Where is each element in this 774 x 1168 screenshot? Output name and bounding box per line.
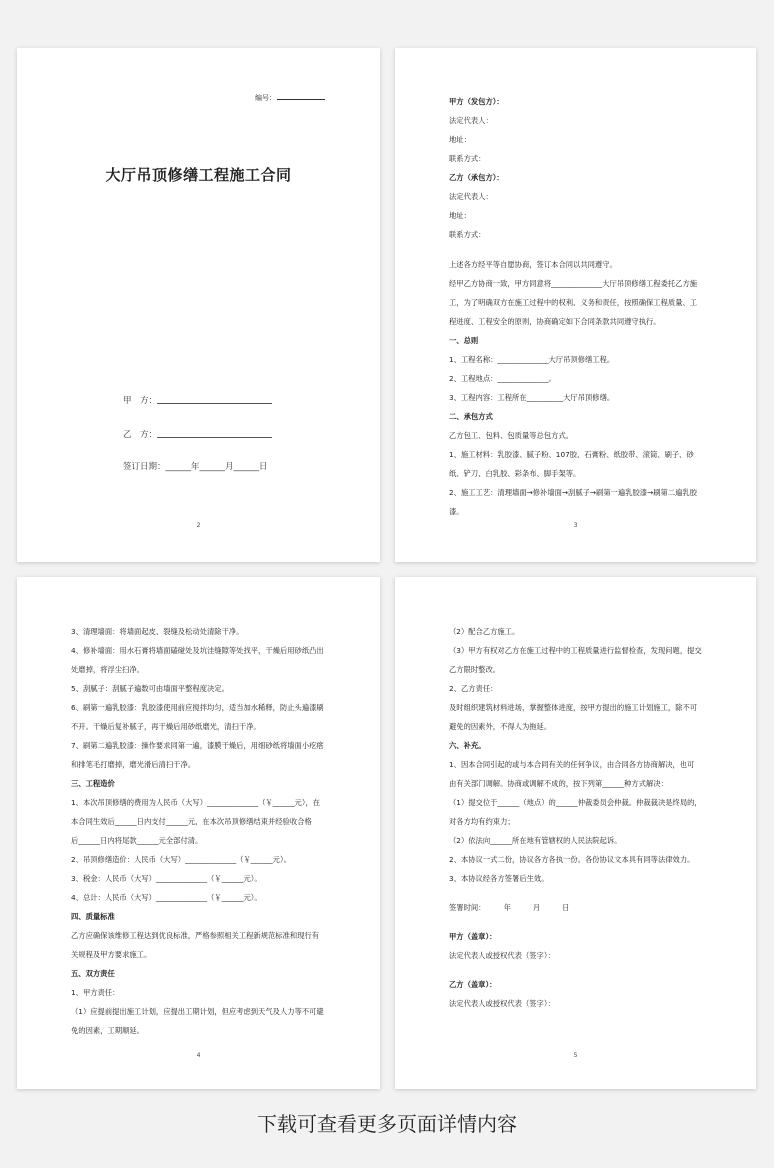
body-line: 免的因素，工期顺延。 (71, 1026, 144, 1035)
body-line: 不开。干燥后复补腻子，再干燥后用砂纸磨光，清扫干净。 (71, 722, 261, 731)
body-line: 2、施工工艺：清理墙面→修补墙面→刮腻子→刷第一遍乳胶漆→刷第二遍乳胶 (449, 488, 698, 497)
body-line: 上述各方经平等自愿协商，签订本合同以共同遵守。 (449, 260, 617, 269)
section-heading: 一、总则 (449, 336, 479, 345)
contract-number-label: 编号： (255, 94, 276, 102)
body-line: 7、刷第二遍乳胶漆：操作要求同第一遍，漆膜干燥后，用细砂纸将墙面小疙瘩 (71, 741, 324, 750)
party-b-label: 乙 方： (123, 430, 158, 440)
party-a-label: 甲 方： (123, 396, 158, 406)
body-line: 4、修补墙面：用水石膏将墙面磕碰处及坑洼缝隙等处找平，干燥后用砂纸凸出 (71, 646, 324, 655)
page-number: 3 (573, 522, 578, 529)
body-line: 乙方包工、包料、包质量等总包方式。 (449, 431, 574, 440)
body-line: 关规程及甲方要求施工。 (71, 950, 152, 959)
body-line: 纸、铲刀、白乳胶、彩条布、脚手架等。 (449, 469, 581, 478)
body-line: 2、本协议一式二份，协议各方各执一份。各份协议文本具有同等法律效力。 (449, 855, 695, 864)
body-line: 签署时间： 年 月 日 (449, 903, 570, 912)
body-line: 及时组织建筑材料进场，掌握整体进度，按甲方提出的施工计划施工，除不可 (449, 703, 698, 712)
body-line: 乙方应确保该维修工程达到优良标准，严格参照相关工程新规范标准和现行有 (71, 931, 320, 940)
body-line: 法定代表人或授权代表（签字）： (449, 951, 555, 960)
body-line: 1、因本合同引起的或与本合同有关的任何争议，由合同各方协商解决，也可 (449, 760, 695, 769)
body-line: 避免的因素外，不得人为拖延。 (449, 722, 552, 731)
section-heading: 三、工程造价 (71, 779, 115, 788)
body-line: 联系方式： (449, 230, 486, 239)
document-page (17, 577, 380, 1089)
body-line: 处磨掉，将浮尘扫净。 (71, 665, 144, 674)
body-line: 3、本协议经各方签署后生效。 (449, 874, 549, 883)
footer-caption: 下载可查看更多页面详情内容 (257, 1112, 517, 1136)
body-line: 地址： (449, 135, 471, 144)
body-line: 经甲乙方协商一致，甲方同意将______________大厅吊顶修缮工程委托乙方施 (449, 279, 698, 288)
section-heading: 六、补充。 (449, 741, 486, 750)
body-line: 5、刮腻子：刮腻子遍数可由墙面平整程度决定。 (71, 684, 229, 693)
sign-date: 签订日期：______年______月______日 (123, 462, 268, 472)
body-line: 本合同生效后______日内支付______元，在本次吊顶修缮结束并经验收合格 (71, 817, 312, 826)
document-title: 大厅吊顶修缮工程施工合同 (105, 166, 292, 184)
body-line: 3、税金：人民币（大写）______________（￥______元）。 (71, 874, 262, 883)
section-heading: 乙方（承包方）： (449, 173, 504, 182)
body-line: （2）依法向______所在地有管辖权的人民法院起诉。 (449, 836, 622, 845)
body-line: 程进度、工程安全的原则，协商确定如下合同条款共同遵守执行。 (449, 317, 661, 326)
body-line: 4、总计：人民币（大写）______________（￥______元）。 (71, 893, 262, 902)
body-line: （2）配合乙方施工。 (449, 627, 520, 636)
body-line: （1）应提前提出施工计划，应提出工期计划，但应考虑到天气及人力等不可避 (71, 1007, 324, 1016)
body-line: 3、工程内容：工程所在__________大厅吊顶修缮。 (449, 393, 615, 402)
body-line: 地址： (449, 211, 471, 220)
body-line: 6、刷第一遍乳胶漆：乳胶漆使用前应搅拌均匀，适当加水稀释，防止头遍漆刷 (71, 703, 324, 712)
page-number: 2 (196, 522, 201, 529)
body-line: 1、工程名称：______________大厅吊顶修缮工程。 (449, 355, 615, 364)
body-line: 1、施工材料：乳胶漆、腻子粉、107胶、石膏粉、纸胶带、滚筒、刷子、砂 (449, 450, 694, 459)
body-line: （3）甲方有权对乙方在施工过程中的工程质量进行监督检查，发现问题，提交 (449, 646, 702, 655)
body-line: 由有关部门调解。协商或调解不成的，按下列第______种方式解决： (449, 779, 668, 788)
body-line: 工，为了明确双方在施工过程中的权利、义务和责任，按照确保工程质量、工 (449, 298, 698, 307)
party-b-line (157, 437, 272, 438)
body-line: 1、本次吊顶修缮的费用为人民币（大写）______________（￥______元），在 (71, 798, 321, 807)
body-line: 和排笔毛打磨掉，磨光滑后清扫干净。 (71, 760, 196, 769)
body-line: 2、乙方责任： (449, 684, 498, 693)
body-line: 2、工程地点：______________。 (449, 374, 556, 383)
document-page-cover (17, 48, 380, 562)
body-line: 联系方式： (449, 154, 486, 163)
body-line: 对各方均有约束力； (449, 817, 515, 826)
body-line: 法定代表人或授权代表（签字）： (449, 999, 555, 1008)
document-page (395, 577, 756, 1089)
section-heading: 甲方（发包方）： (449, 97, 504, 106)
page-number: 4 (196, 1052, 201, 1059)
body-line: 后______日内将尾款______元全部付清。 (71, 836, 203, 845)
contract-number (255, 93, 326, 103)
body-line: 漆。 (449, 507, 464, 516)
page-number: 5 (573, 1052, 578, 1059)
body-line: 法定代表人： (449, 116, 493, 125)
body-line: 乙方限时整改。 (449, 665, 501, 674)
section-heading: 甲方（盖章）： (449, 932, 497, 941)
contract-number-blank (277, 98, 325, 100)
section-heading: 四、质量标准 (71, 912, 115, 921)
party-a-line (157, 403, 272, 404)
section-heading: 五、双方责任 (71, 969, 115, 978)
document-page (395, 48, 756, 562)
body-line: （1）提交位于______（地点）的______仲裁委员会仲裁。仲裁裁决是终局的， (449, 798, 702, 807)
section-heading: 乙方（盖章）： (449, 980, 497, 989)
body-line: 1、甲方责任： (71, 988, 120, 997)
body-line: 3、清理墙面：将墙面起皮、裂缝及松动处清除干净。 (71, 627, 244, 636)
section-heading: 二、承包方式 (449, 412, 493, 421)
body-line: 法定代表人： (449, 192, 493, 201)
body-line: 2、吊顶修缮造价：人民币（大写）______________（￥______元）。 (71, 855, 291, 864)
